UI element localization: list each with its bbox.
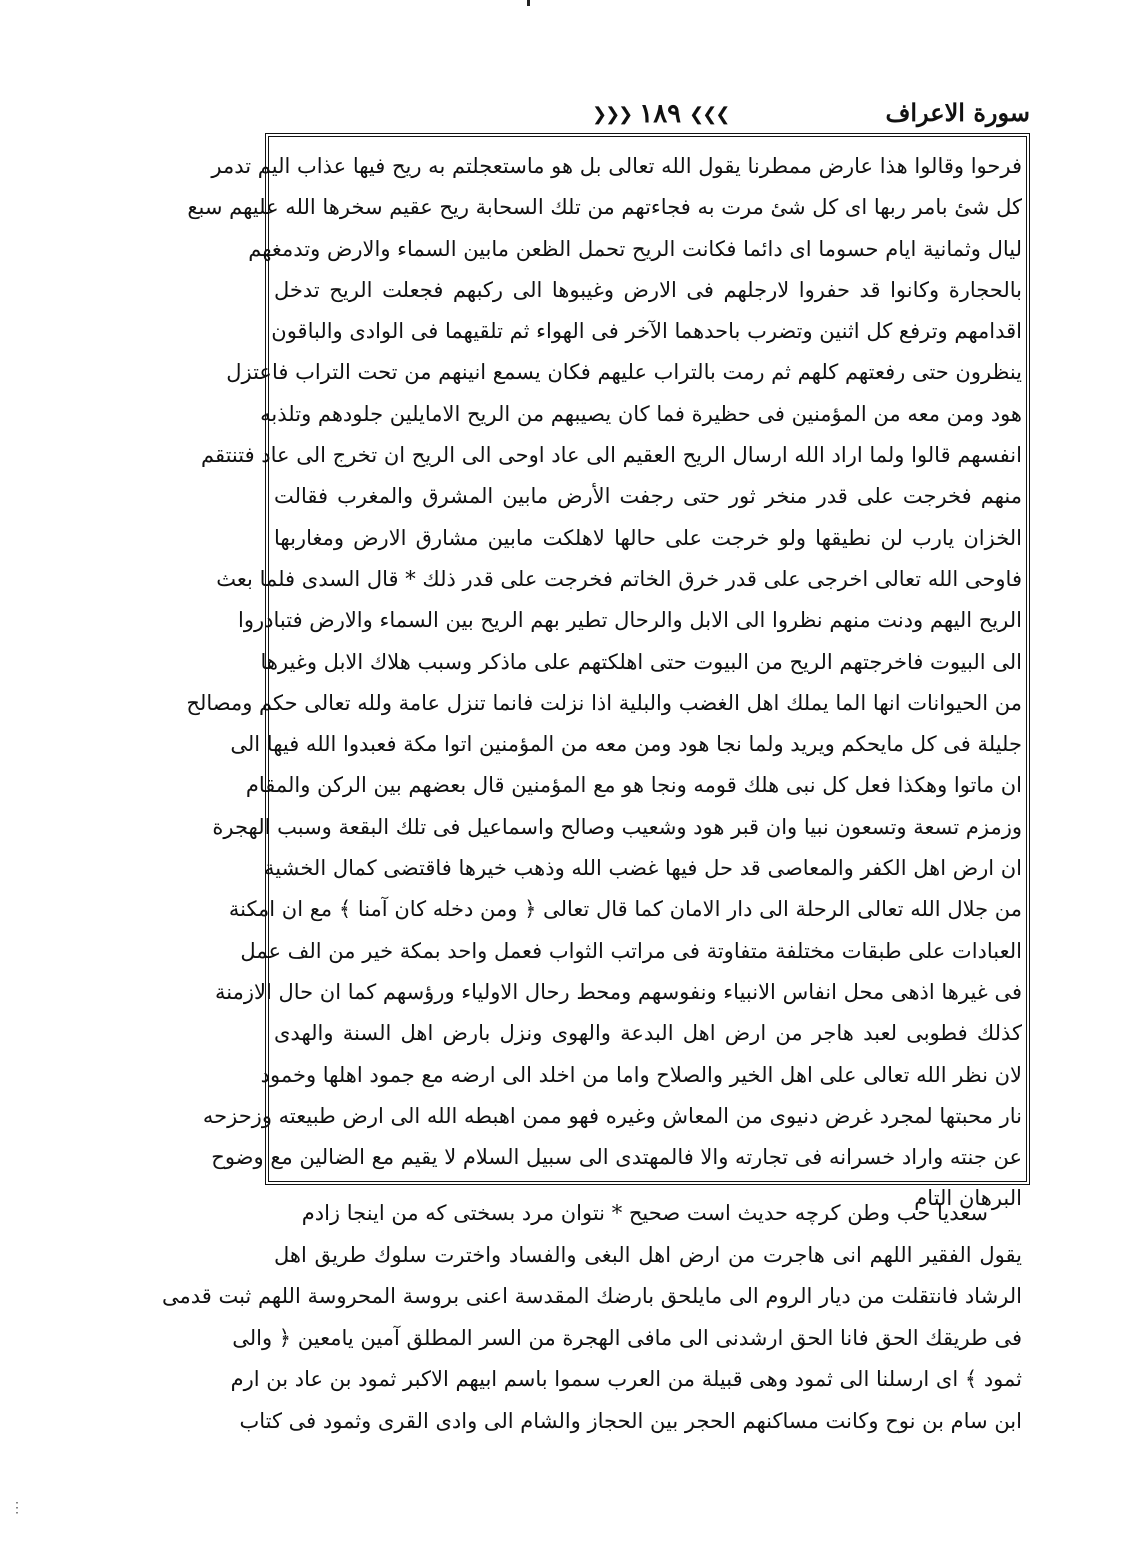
text-line: فرحوا وقالوا هذا عارض ممطرنا يقول الله تعالى بل هو ماستعجلتم به ريح فيها عذاب اليم تدمر [211, 154, 1022, 178]
surah-name: سورة الاعراف [885, 98, 1030, 127]
text-line: الرشاد فانتقلت من ديار الروم الى مايلحق بارضك المقدسة اعنى بروسة المحروسة اللهم ثبت قدمى [161, 1284, 1022, 1308]
text-line: فاوحى الله تعالى اخرجى على قدر خرق الخاتم فخرجت على قدر ذلك * قال السدى فلما بعث [216, 566, 1022, 591]
page-number-block [592, 98, 728, 130]
text-line: ثمود ﴾ اى ارسلنا الى ثمود وهى قبيلة من العرب سموا باسم ابيهم الاكبر ثمود بن عاد بن ارم [230, 1367, 1022, 1391]
text-line: ان ماتوا وهكذا فعل كل نبى هلك قومه ونجا هو مع المؤمنين قال بعضهم بين الركن والمقام [245, 773, 1022, 798]
text-line: يقول الفقير اللهم انى هاجرت من ارض اهل البغى والفساد واخترت سلوك طريق اهل [274, 1242, 1022, 1267]
top-edge-mark [527, 0, 530, 6]
framed-text-block [186, 146, 1022, 1220]
text-line: الريح اليهم ودنت منهم نظروا الى الابل والرحال تطير بهم الريح بين السماء والارض فتبادروا [238, 608, 1022, 633]
text-line: لان نظر الله تعالى على اهل الخير والصلاح واما من اخلد الى ارضه مع جمود اهلها وخمود [260, 1062, 1022, 1087]
text-line: اقدامهم وترفع كل اثنين وتضرب باحدهما الآخر فى الهواء ثم تلقيهما فى الوادى والباقون [271, 319, 1022, 344]
ornament-right-icon: ❮❮❮ [689, 103, 729, 125]
text-line: انفسهم قالوا ولما اراد الله ارسال الريح العقيم الى عاد اوحى الى الريح ان تخرج الى عاد فتنتقم [200, 443, 1022, 468]
text-line: البرهان التام [914, 1186, 1022, 1211]
ornament-left-icon: ❯❯❯ [592, 103, 632, 125]
page-number: ١٨٩ [639, 99, 682, 129]
text-line: جليلة فى كل مايحكم ويريد ولما نجا هود ومن معه من المؤمنين اتوا مكة فعبدوا الله فيها الى [230, 732, 1022, 757]
poem-line: سعديا حب وطن كرچه حديث است صحيح * نتوان مرد بسختى كه من اينجا زادم [301, 1201, 988, 1225]
text-line: الخزان يارب لن نطيقها ولو خرجت على حالها لاهلكت مابين مشارق الارض ومغاربها [274, 525, 1022, 550]
text-line: كل شئ بامر ربها اى كل شئ مرت به فجاءتهم من تلك السحابة ريح عقيم سخرها الله عليهم سبع [187, 195, 1022, 220]
text-line: الى البيوت فاخرجتهم الريح من البيوت حتى اهلكتهم على ماذكر وسبب هلاك الابل وغيرها [260, 649, 1022, 674]
text-line: من الحيوانات انها الما يملك اهل الغضب والبلية اذا نزلت فانما تنزل عامة ولله تعالى حكم ومصالح [186, 690, 1022, 715]
text-line: فى طريقك الحق فانا الحق ارشدنى الى مافى الهجرة من السر المطلق آمين يامعين ﴿ والى [232, 1325, 1022, 1350]
below-frame-text [161, 1193, 1022, 1442]
text-line: بالحجارة وكانوا قد حفروا لارجلهم فى الارض وغيبوها الى ركبهم فجعلت الريح تدخل [274, 277, 1022, 302]
page-header [270, 98, 1030, 130]
text-line: العبادات على طبقات مختلفة متفاوتة فى مراتب الثواب فعمل واحد بمكة خير من الف عمل [240, 938, 1022, 963]
text-line: ابن سام بن نوح وكانت مساكنهم الحجر بين الحجاز والشام الى وادى القرى وثمود فى كتاب [239, 1408, 1022, 1433]
text-line: من جلال الله تعالى الرحلة الى دار الامان كما قال تعالى ﴿ ومن دخله كان آمنا ﴾ مع ان امكنة [228, 897, 1022, 922]
text-line: وزمزم تسعة وتسعون نبيا وان قبر هود وشعيب وصالح واسماعيل فى تلك البقعة وسبب الهجرة [212, 814, 1022, 839]
text-line: ليال وثمانية ايام حسوما اى دائما فكانت الريح تحمل الظعن مابين السماء والارض وتدمغهم [248, 236, 1022, 261]
text-line: ان ارض اهل الكفر والمعاصى قد حل فيها غضب الله وذهب خيرها فاقتضى كمال الخشية [264, 856, 1022, 881]
text-line: عن جنته واراد خسرانه فى تجارته والا فالمهتدى الى سبيل السلام لا يقيم مع الضالين مع وضوح [211, 1145, 1022, 1170]
text-line: هود ومن معه من المؤمنين فى حظيرة فما كان يصيبهم من الريح الامايلين جلودهم وتلذبه [260, 401, 1022, 426]
text-line: نار محبتها لمجرد غرض دنيوى من المعاش وغيره فهو ممن اهبطه الله الى ارض طبيعته وزحزحه [202, 1103, 1022, 1128]
text-line: كذلك فطوبى لعبد هاجر من ارض اهل البدعة والهوى ونزل بارض اهل السنة والهدى [274, 1021, 1022, 1046]
text-line: فى غيرها اذهى محل انفاس الانبياء ونفوسهم ومحط رحال الاولياء ورؤسهم كما ان حال الازمنة [214, 979, 1022, 1004]
text-line: ينظرون حتى رفعتهم كلهم ثم رمت بالتراب عليهم فكان يسمع انينهم من تحت التراب فاعتزل [226, 360, 1022, 385]
margin-scan-mark: ⋮ [10, 1500, 24, 1516]
text-line: منهم فخرجت على قدر منخر ثور حتى رجفت الأرض مابين المشرق والمغرب فقالت [274, 484, 1022, 509]
